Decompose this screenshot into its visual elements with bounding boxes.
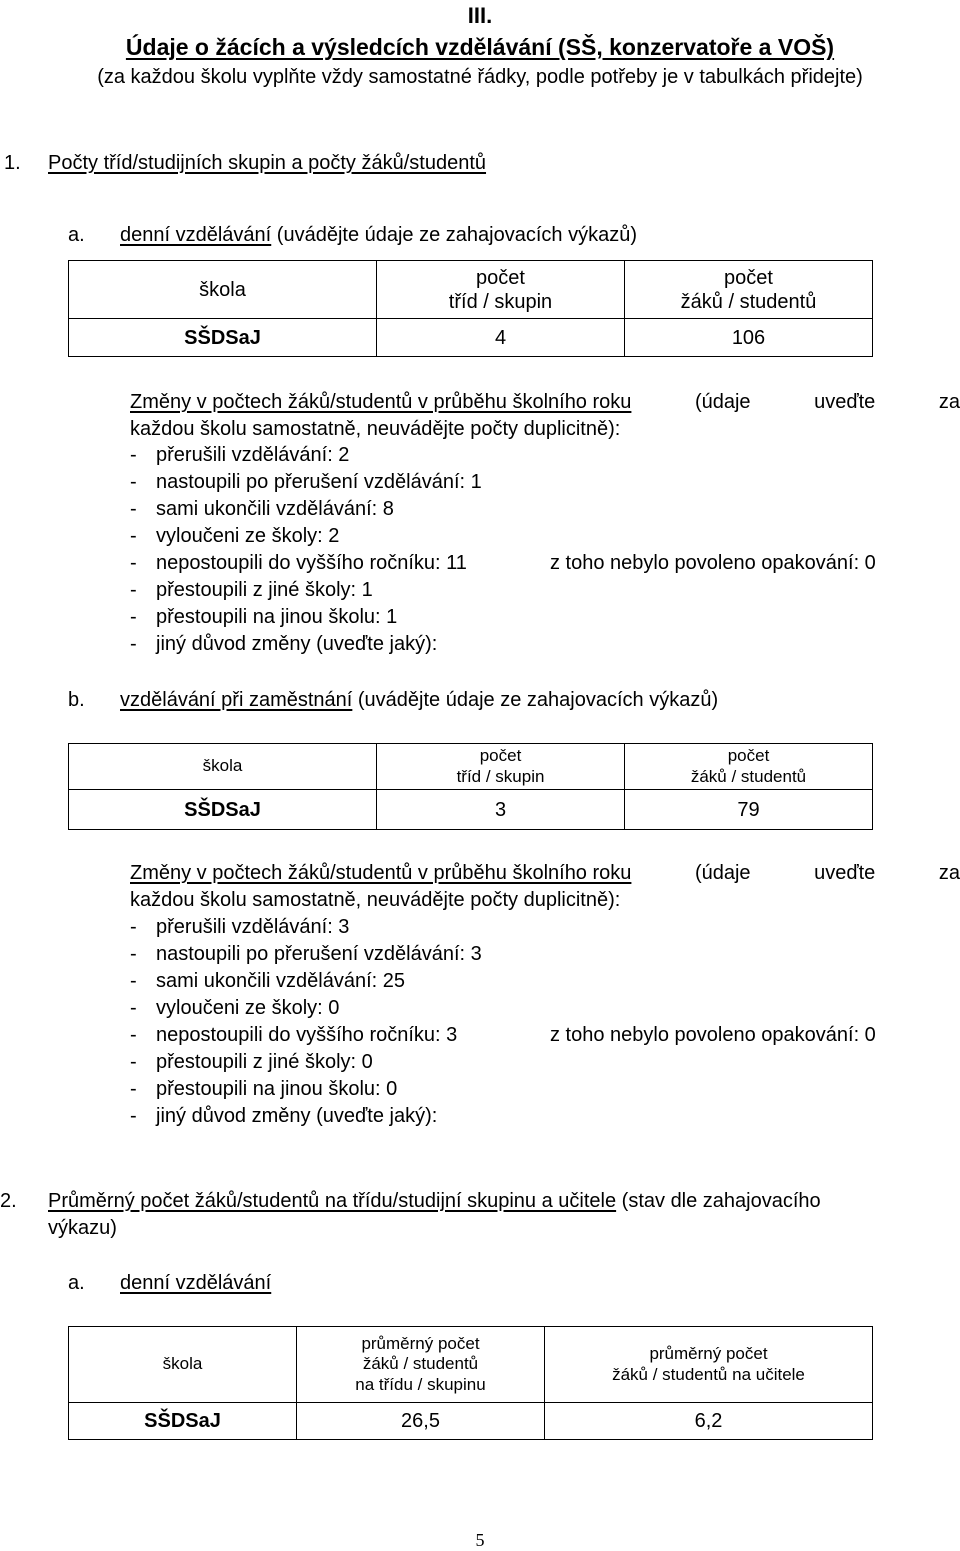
changes-list-daily [130,442,876,658]
changes-intro-line2: každou školu samostatně, neuvádějte počty duplicitně): [130,418,621,440]
list-item-text: nepostoupili do vyššího ročníku: 3 [156,1024,458,1046]
cell-avg-per-teacher: 6,2 [545,1403,873,1440]
list-item-text: přestoupili na jinou školu: 0 [156,1078,398,1100]
col-header-school: škola [69,261,377,319]
changes-word: (údaje [694,391,751,413]
page-title: Údaje o žácích a výsledcích vzdělávání (SŠ, konzervatoře a VOŠ) [125,34,835,60]
list-item-text: přestoupili z jiné školy: 1 [156,579,373,601]
cell-classes: 3 [377,790,625,830]
col-header-avg-per-class [297,1327,545,1403]
list-item: - sami ukončili vzdělávání: 8 [130,498,394,520]
changes-title: Změny v počtech žáků/studentů v průběhu školního roku [130,862,632,884]
col-header-avg-per-teacher [545,1327,873,1403]
section1b-title [120,689,718,712]
page-number: 5 [475,1530,485,1550]
changes-paragraph-employment [130,860,960,914]
section2-title-note: (stav dle zahajovacího [616,1190,821,1212]
list-item-text: sami ukončili vzdělávání: 25 [156,970,406,992]
col-header-school: škola [69,744,377,790]
section-roman-numeral: III. [467,3,493,28]
classes-students-table-employment [68,743,873,830]
list-item: - vyloučeni ze školy: 2 [130,525,340,547]
list-item: - jiný důvod změny (uveďte jaký): [130,1105,438,1127]
changes-intro-line1 [130,389,960,416]
section2a-title: denní vzdělávání [120,1272,272,1294]
section1-title: Počty tříd/studijních skupin a počty žáků/studentů [48,152,487,174]
section2-title-main: Průměrný počet žáků/studentů na třídu/studijní skupinu a učitele [48,1190,617,1212]
list-item: - nepostoupili do vyššího ročníku: 11 z toho nebylo povoleno opakování: 0 [130,550,482,577]
average-students-table [68,1326,873,1440]
list-item-text: vyloučeni ze školy: 0 [156,997,340,1019]
col-header-avg-per-teacher-line1: průměrný počet [649,1344,768,1364]
changes-paragraph-daily [130,389,960,443]
col-header-students-line2: žáků / studentů [690,766,807,786]
list-item-text: nastoupili po přerušení vzdělávání: 1 [156,471,482,493]
changes-title: Změny v počtech žáků/studentů v průběhu školního roku [130,391,632,413]
section1-number: 1. [4,152,21,174]
cell-school: SŠDSaJ [69,790,377,830]
list-item-text: jiný důvod změny (uveďte jaký): [156,633,438,655]
section1a-letter: a. [68,224,85,246]
col-header-students [625,261,873,319]
section1a-title [120,224,637,247]
table-row [69,1403,873,1440]
list-item-text: sami ukončili vzdělávání: 8 [156,498,394,520]
table-row [69,319,873,357]
col-header-classes [377,744,625,790]
col-header-avg-per-class-line1: průměrný počet [361,1333,480,1353]
changes-list-employment [130,914,876,1130]
list-item-text: přestoupili z jiné školy: 0 [156,1051,373,1073]
repeat-note: z toho nebylo povoleno opakování: 0 [550,1024,876,1046]
list-item: - sami ukončili vzdělávání: 25 [130,970,406,992]
changes-word: za [938,862,960,884]
col-header-students-line1: počet [724,266,773,289]
list-item-text: vyloučeni ze školy: 2 [156,525,340,547]
col-header-classes-line1: počet [476,266,525,289]
list-item: - přerušili vzdělávání: 2 [130,444,350,466]
list-item: - nastoupili po přerušení vzdělávání: 1 [130,471,482,493]
col-header-classes-line2: tříd / skupin [456,766,545,786]
section2a-letter: a. [68,1272,85,1294]
list-item-text: jiný důvod změny (uveďte jaký): [156,1105,438,1127]
col-header-school: škola [69,1327,297,1403]
changes-intro-line1 [130,860,960,887]
section1a-title-note: (uvádějte údaje ze zahajovacích výkazů) [271,224,637,246]
col-header-avg-per-class-line3: na třídu / skupinu [355,1374,486,1394]
list-item: - jiný důvod změny (uveďte jaký): [130,633,438,655]
changes-intro-line2: každou školu samostatně, neuvádějte počty duplicitně): [130,889,621,911]
list-item: - přestoupili z jiné školy: 1 [130,579,373,601]
section1b-title-note: (uvádějte údaje ze zahajovacích výkazů) [352,689,719,711]
col-header-classes-line1: počet [479,746,522,766]
cell-school: SŠDSaJ [69,1403,297,1440]
list-item: - nastoupili po přerušení vzdělávání: 3 [130,943,482,965]
cell-school: SŠDSaJ [69,319,377,357]
list-item: - přestoupili na jinou školu: 0 [130,1078,398,1100]
changes-word: (údaje [694,862,751,884]
col-header-avg-per-class-line2: žáků / studentů [362,1354,479,1374]
list-item: - nepostoupili do vyššího ročníku: 3 z toho nebylo povoleno opakování: 0 [130,1022,482,1049]
section1b-title-main: vzdělávání při zaměstnání [120,689,353,711]
changes-word: uveďte [814,391,876,413]
cell-students: 106 [625,319,873,357]
list-item-text: přestoupili na jinou školu: 1 [156,606,398,628]
col-header-students-line2: žáků / studentů [680,290,817,313]
table-row [69,790,873,830]
changes-word: za [938,391,960,413]
col-header-classes-line2: tříd / skupin [448,290,553,313]
list-item: - přerušili vzdělávání: 3 [130,916,350,938]
section2-title-line2: výkazu) [48,1217,117,1239]
col-header-students [625,744,873,790]
col-header-students-line1: počet [727,746,770,766]
repeat-note: z toho nebylo povoleno opakování: 0 [550,552,876,574]
section1b-letter: b. [68,689,85,711]
cell-avg-per-class: 26,5 [297,1403,545,1440]
list-item: - přestoupili na jinou školu: 1 [130,606,398,628]
cell-students: 79 [625,790,873,830]
changes-word: uveďte [814,862,876,884]
col-header-avg-per-teacher-line2: žáků / studentů na učitele [612,1364,805,1384]
section2-title [48,1190,821,1213]
classes-students-table-daily [68,260,873,357]
cell-classes: 4 [377,319,625,357]
list-item-text: přerušili vzdělávání: 2 [156,444,350,466]
list-item-text: nastoupili po přerušení vzdělávání: 3 [156,943,482,965]
list-item: - vyloučeni ze školy: 0 [130,997,340,1019]
col-header-classes [377,261,625,319]
list-item-text: přerušili vzdělávání: 3 [156,916,350,938]
list-item-text: nepostoupili do vyššího ročníku: 11 [156,552,467,574]
section1a-title-main: denní vzdělávání [120,224,272,246]
list-item: - přestoupili z jiné školy: 0 [130,1051,373,1073]
page-subtitle: (za každou školu vyplňte vždy samostatné řádky, podle potřeby je v tabulkách přidejte) [97,66,863,88]
section2-number: 2. [0,1190,17,1212]
